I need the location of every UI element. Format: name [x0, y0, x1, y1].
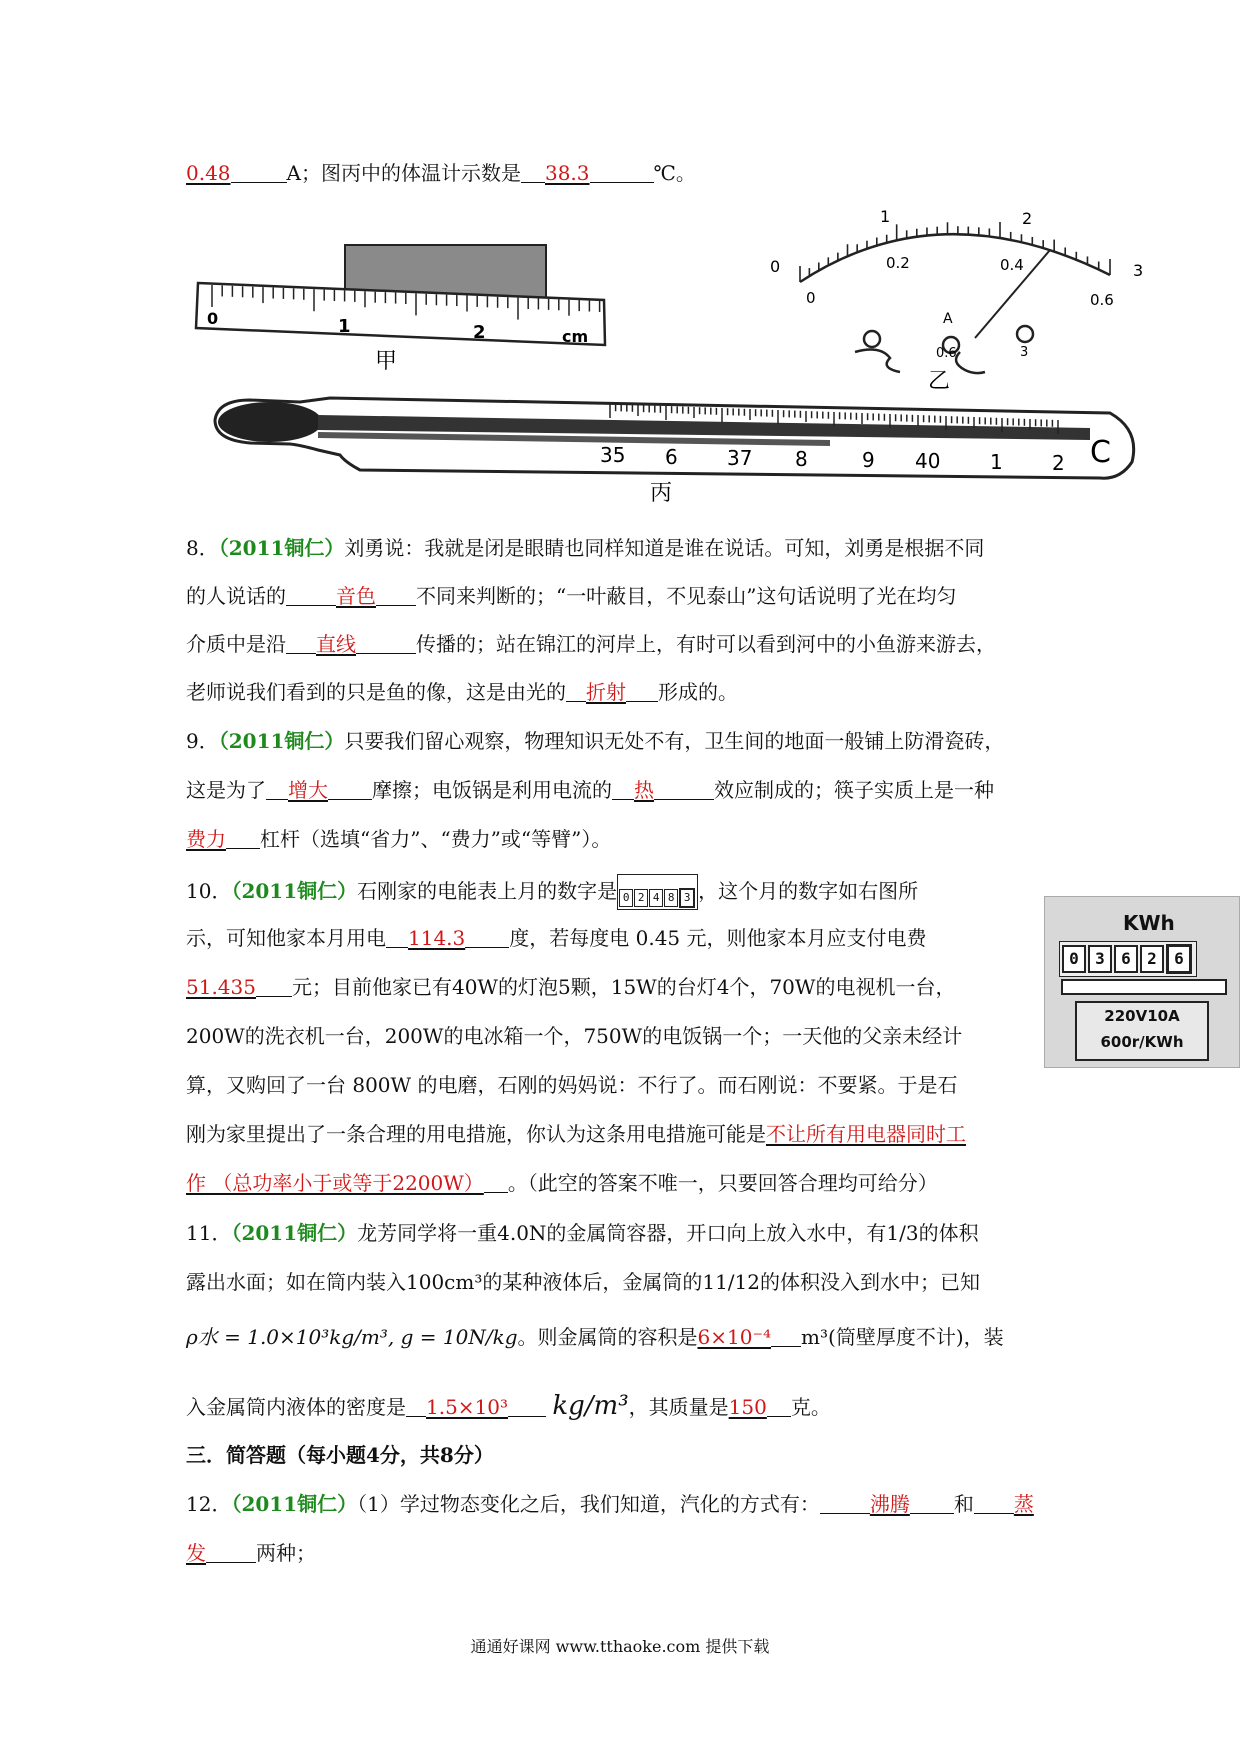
- q8-line-1: 8．（2011铜仁）刘勇说：我就是闭是眼睛也同样知道是谁在说话。可知，刘勇是根据不同: [186, 536, 985, 560]
- q8-line-2: 的人说话的 音色 不同来判断的；“一叶蔽目，不见泰山”这句话说明了光在均匀: [186, 584, 957, 608]
- q10-line-5: 算，又购回了一台 800W 的电磨，石刚的妈妈说：不行了。而石刚说：不要紧。于是石: [186, 1073, 958, 1097]
- q10-answer-3b: 作 （总功率小于或等于2200W）: [186, 1171, 484, 1195]
- section-3-title: 三．简答题（每小题4分，共8分）: [186, 1443, 494, 1467]
- q8-source-tag: （2011铜仁）: [218, 536, 345, 560]
- q10-answer-3a: 不让所有用电器同时工: [766, 1122, 966, 1146]
- ammeter-top-0: 0: [770, 257, 781, 276]
- ruler-unit: cm: [562, 327, 589, 346]
- ammeter-bottom-02: 0.2: [886, 254, 910, 272]
- q8-line-3: 介质中是沿 直线 传播的；站在锦江的河岸上，有时可以看到河中的小鱼游来游去，: [186, 632, 996, 656]
- q8-answer-1: 音色: [336, 584, 376, 608]
- q11-line-1: 11．（2011铜仁）龙芳同学将一重4.0N的金属筒容器，开口向上放入水中，有1/3的体积: [186, 1221, 979, 1245]
- q8-answer-3: 折射: [586, 680, 626, 704]
- q10-line-1: 10．（2011铜仁）石刚家的电能表上月的数字是 0 2 4 8 3 ，这个月的数字如右图所: [186, 874, 1052, 910]
- thermometer-figure: [215, 398, 1134, 506]
- q11-formula: ρ水 = 1.0×10³kg/m³, g = 10N/kg: [186, 1325, 518, 1349]
- thermo-num-38: 8: [795, 447, 808, 471]
- q8-answer-2: 直线: [316, 632, 356, 656]
- electric-meter-image: [1044, 896, 1240, 1068]
- q10-answer-1: 114.3: [408, 926, 466, 950]
- ruler-tick-1: 1: [338, 316, 351, 337]
- q10-source-tag: （2011铜仁）: [231, 879, 358, 903]
- q11-line-2: 露出水面；如在筒内装入100cm³的某种液体后，金属筒的11/12的体积没入到水中；已知: [186, 1270, 980, 1294]
- q9-line-1: 9．（2011铜仁）只要我们留心观察，物理知识无处不有，卫生间的地面一般铺上防滑瓷砖，: [186, 729, 1005, 753]
- thermo-unit: C: [1090, 435, 1111, 470]
- q9-line-2: 这是为了 增大 摩擦；电饭锅是利用电流的 热 效应制成的；筷子实质上是一种: [186, 778, 994, 802]
- thermo-num-40: 40: [915, 449, 941, 473]
- q11-line-3: ρ水 = 1.0×10³kg/m³, g = 10N/kg。则金属筒的容积是6×10⁻⁴ m³(筒壁厚度不计)，装: [186, 1325, 1004, 1349]
- thermo-num-42: 2: [1052, 451, 1065, 475]
- q10-line-3: 51.435 元；目前他家已有40W的灯泡5颗，15W的台灯4个，70W的电视机一台，: [186, 975, 956, 999]
- figure-instruments: [0, 0, 1240, 520]
- ruler-figure: [196, 245, 605, 374]
- q11-source-tag: （2011铜仁）: [231, 1221, 358, 1245]
- q9-source-tag: （2011铜仁）: [218, 729, 345, 753]
- ammeter-top-2: 2: [1022, 209, 1033, 228]
- ammeter-bottom-04: 0.4: [1000, 256, 1024, 274]
- ruler-tick-2: 2: [473, 322, 486, 343]
- q8-line-4: 老师说我们看到的只是鱼的像，这是由光的 折射 形成的。: [186, 680, 738, 704]
- q11-answer-1: 6×10⁻⁴: [697, 1325, 772, 1349]
- ammeter-label: 乙: [928, 369, 951, 394]
- ammeter-terminal-06: 0.6: [936, 346, 957, 361]
- thermo-num-41: 1: [990, 450, 1003, 474]
- last-month-reading: 0 2 4 8 3: [617, 874, 698, 910]
- q7-tail-line: 0.48 A；图丙中的体温计示数是 38.3 ℃。: [186, 161, 696, 185]
- q12-line-1: 12．（2011铜仁）（1）学过物态变化之后，我们知道，汽化的方式有： 沸腾 和 蒸: [186, 1492, 1034, 1516]
- q10-line-6: 刚为家里提出了一条合理的用电措施，你认为这条用电措施可能是不让所有用电器同时工: [186, 1122, 966, 1146]
- q12-line-2: 发 两种；: [186, 1541, 316, 1565]
- meter-digits: 0 3 6 2 6: [1059, 941, 1197, 977]
- ammeter-terminal-3: 3: [1020, 345, 1029, 360]
- q10-answer-2: 51.435: [186, 975, 256, 999]
- q11-answer-3: 150: [728, 1395, 767, 1419]
- q11-line-4: 入金属筒内液体的密度是 1.5×10³ kg/m³，其质量是150 克。: [186, 1391, 831, 1421]
- meter-unit: KWh: [1123, 911, 1175, 935]
- q12-answer-2b: 发: [186, 1541, 206, 1565]
- q10-line-4: 200W的洗衣机一台，200W的电冰箱一个，750W的电饭锅一个；一天他的父亲未经计: [186, 1024, 963, 1048]
- q9-answer-1: 增大: [288, 778, 328, 802]
- thermo-num-39: 9: [862, 448, 875, 472]
- meter-spec-plate: 220V10A 600r/KWh: [1075, 1001, 1209, 1061]
- q12-source-tag: （2011铜仁）: [231, 1492, 358, 1516]
- q9-answer-2: 热: [634, 778, 654, 802]
- thermo-num-36: 6: [665, 445, 678, 469]
- ammeter-bottom-06: 0.6: [1090, 291, 1114, 309]
- q7-answer-2: 38.3: [544, 161, 590, 185]
- q11-answer-2: 1.5×10³: [426, 1395, 509, 1419]
- ammeter-bottom-0: 0: [806, 289, 816, 307]
- thermo-label: 丙: [650, 481, 673, 506]
- ammeter-top-1: 1: [880, 207, 891, 226]
- q7-answer-1: 0.48: [186, 161, 231, 185]
- page-footer: 通通好课网 www.tthaoke.com 提供下载: [470, 1637, 770, 1656]
- meter-disc-window: [1061, 979, 1227, 995]
- q9-line-3: 费力 杠杆（选填“省力”、“费力”或“等臂”）。: [186, 827, 612, 851]
- ammeter-top-3: 3: [1133, 261, 1144, 280]
- ruler-label: 甲: [375, 349, 398, 374]
- thermo-num-35: 35: [600, 443, 626, 467]
- q10-line-7: 作 （总功率小于或等于2200W） 。（此空的答案不唯一，只要回答合理均可给分）: [186, 1171, 938, 1195]
- q12-answer-2a: 蒸: [1013, 1492, 1034, 1516]
- q9-answer-3: 费力: [186, 827, 226, 851]
- q12-answer-1: 沸腾: [869, 1492, 910, 1516]
- thermo-num-37: 37: [727, 446, 753, 470]
- ruler-tick-0: 0: [207, 309, 219, 328]
- ammeter-terminal-a: A: [943, 311, 953, 327]
- ammeter-figure: [770, 207, 1143, 394]
- q10-line-2: 示，可知他家本月用电 114.3 度，若每度电 0.45 元，则他家本月应支付电费: [186, 926, 927, 950]
